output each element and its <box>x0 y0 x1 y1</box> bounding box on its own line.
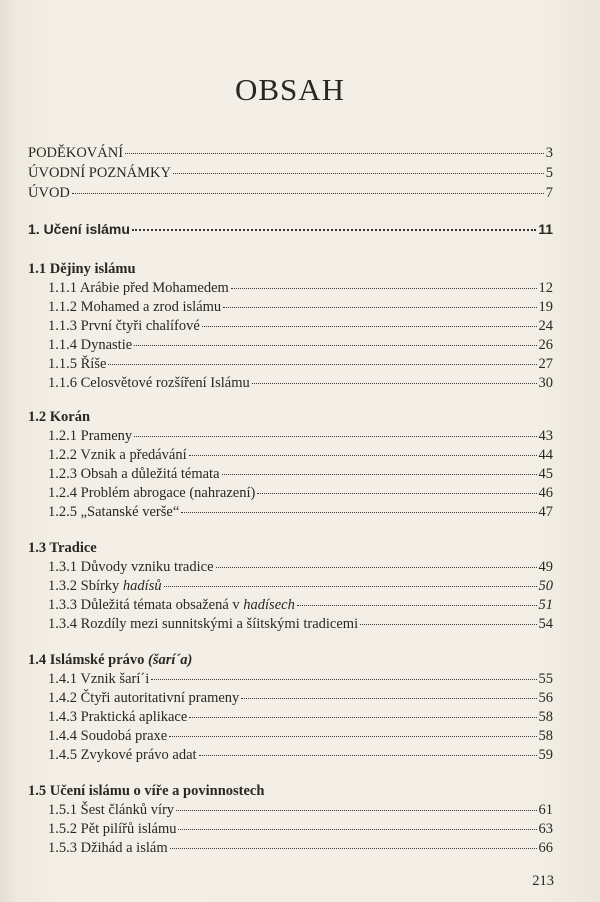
toc-entry-title-text: 1.3.2 Sbírky <box>48 578 123 594</box>
dot-leader <box>173 173 544 174</box>
toc-entry-title: 1.5.3 Džihád a islám <box>48 840 168 856</box>
dot-leader <box>189 717 536 718</box>
toc-entry <box>48 688 553 708</box>
toc-entry <box>48 502 553 522</box>
dot-leader <box>164 586 537 587</box>
toc-entry-title: 1.2.2 Vznik a předávání <box>48 447 187 463</box>
dot-leader <box>189 455 537 456</box>
toc-entry <box>48 464 553 484</box>
dot-leader <box>170 848 537 849</box>
toc-entry-page: 7 <box>545 185 553 201</box>
toc-entry-page: 59 <box>538 747 553 763</box>
toc-entry <box>48 354 553 374</box>
dot-leader <box>178 829 536 830</box>
section-heading-1-5: 1.5 Učení islámu o víře a povinnostech <box>28 783 265 799</box>
toc-entry-title: 1.3.4 Rozdíly mezi sunnitskými a šíitskými tradicemi <box>48 616 359 632</box>
toc-entry-page: 3 <box>545 145 553 161</box>
toc-entry-title: 1.1.2 Mohamed a zrod islámu <box>48 299 222 315</box>
toc-entry-page: 55 <box>538 671 553 687</box>
toc-entry-page: 63 <box>538 821 553 837</box>
toc-entry <box>48 426 553 446</box>
toc-entry-page: 19 <box>538 299 553 315</box>
toc-entry-title: 1.5.1 Šest článků víry <box>48 802 175 818</box>
toc-entry-page: 58 <box>538 728 553 744</box>
toc-entry-title: 1.4.1 Vznik šarí´i <box>48 671 150 687</box>
toc-entry-page: 49 <box>538 559 553 575</box>
toc-entry <box>48 800 553 820</box>
toc-entry-page: 43 <box>538 428 553 444</box>
toc-entry-page: 47 <box>538 504 553 520</box>
toc-entry-title: 1.2.4 Problém abrogace (nahrazení) <box>48 485 256 501</box>
toc-entry-introductory-notes <box>28 163 553 183</box>
toc-entry <box>48 316 553 336</box>
toc-entry-page: 54 <box>538 616 553 632</box>
toc-entry-title: 1.4.5 Zvykové právo adat <box>48 747 197 763</box>
toc-entry-page: 61 <box>538 802 553 818</box>
toc-entry-title: ÚVODNÍ POZNÁMKY <box>28 165 171 181</box>
toc-entry-title: 1.2.1 Prameny <box>48 428 133 444</box>
toc-entry-page: 44 <box>538 447 553 463</box>
dot-leader <box>151 679 536 680</box>
toc-entry-page: 30 <box>538 375 553 391</box>
toc-entry-title: 1.3.1 Důvody vzniku tradice <box>48 559 214 575</box>
toc-entry-page: 5 <box>545 165 553 181</box>
toc-entry-title: 1.1.3 První čtyři chalífové <box>48 318 200 334</box>
dot-leader <box>216 567 537 568</box>
toc-entry <box>48 297 553 317</box>
toc-entry-title: 1.5.2 Pět pilířů islámu <box>48 821 177 837</box>
page-title: OBSAH <box>234 72 346 107</box>
toc-entry-page: 51 <box>538 597 553 613</box>
dot-leader <box>134 345 536 346</box>
dot-leader <box>125 153 544 154</box>
section-heading-1-2: 1.2 Korán <box>28 409 91 425</box>
toc-entry-title: 1.1.1 Arábie před Mohamedem <box>48 280 229 296</box>
toc-entry <box>48 335 553 355</box>
page-number: 213 <box>532 873 554 889</box>
toc-entry-page: 58 <box>538 709 553 725</box>
dot-leader <box>132 229 536 231</box>
dot-leader <box>297 605 537 606</box>
toc-entry-title: 1.2.3 Obsah a důležitá témata <box>48 466 220 482</box>
toc-entry-page: 66 <box>538 840 553 856</box>
dot-leader <box>134 436 536 437</box>
dot-leader <box>360 624 536 625</box>
dot-leader <box>223 307 536 308</box>
toc-entry-title: PODĚKOVÁNÍ <box>28 145 124 161</box>
toc-entry-title: 1.2.5 „Satanské verše“ <box>48 504 180 520</box>
toc-entry-title: 1.1.6 Celosvětové rozšíření Islámu <box>48 375 250 391</box>
toc-entry-title-text: 1.3.3 Důležitá témata obsažená v <box>48 597 244 613</box>
toc-entry <box>48 707 553 727</box>
toc-entry <box>48 576 553 596</box>
toc-entry-title: 1.4.3 Praktická aplikace <box>48 709 188 725</box>
toc-entry-page: 56 <box>538 690 553 706</box>
toc-entry-page: 27 <box>538 356 553 372</box>
toc-entry <box>48 838 553 858</box>
dot-leader <box>202 326 537 327</box>
section-heading-1-4 <box>28 650 192 670</box>
toc-chapter-entry <box>28 219 553 239</box>
toc-entry <box>48 614 553 634</box>
toc-entry-title <box>48 576 162 596</box>
toc-entry-introduction <box>28 183 553 203</box>
chapter-page: 11 <box>538 221 553 237</box>
chapter-title: 1. Učení islámu <box>28 221 130 237</box>
dot-leader <box>252 383 537 384</box>
toc-entry <box>48 726 553 746</box>
section-heading-text: 1.4 Islámské právo <box>28 652 149 668</box>
dot-leader <box>108 364 536 365</box>
toc-entry-title-italic: hadísů <box>122 578 162 594</box>
toc-entry-title: 1.4.2 Čtyři autoritativní prameny <box>48 690 240 706</box>
section-heading-1-1: 1.1 Dějiny islámu <box>28 261 136 277</box>
dot-leader <box>181 512 536 513</box>
dot-leader <box>241 698 536 699</box>
section-heading-1-3: 1.3 Tradice <box>28 540 97 556</box>
toc-entry-page: 12 <box>538 280 553 296</box>
dot-leader <box>257 493 536 494</box>
toc-entry <box>48 819 553 839</box>
toc-entry <box>48 483 553 503</box>
dot-leader <box>72 193 544 194</box>
toc-entry <box>48 278 553 298</box>
toc-entry-title: 1.4.4 Soudobá praxe <box>48 728 168 744</box>
toc-entry-page: 24 <box>538 318 553 334</box>
section-heading-italic: (šarí´a) <box>148 652 193 668</box>
toc-entry <box>48 745 553 765</box>
toc-entry-title-italic: hadísech <box>243 597 295 613</box>
toc-entry-page: 26 <box>538 337 553 353</box>
toc-entry-page: 50 <box>538 578 553 594</box>
dot-leader <box>169 736 536 737</box>
toc-entry-title: 1.1.4 Dynastie <box>48 337 133 353</box>
toc-entry-title: ÚVOD <box>28 185 70 201</box>
toc-entry-title: 1.1.5 Říše <box>48 356 107 372</box>
toc-entry <box>48 669 553 689</box>
toc-entry <box>48 445 553 465</box>
dot-leader <box>176 810 536 811</box>
toc-entry <box>48 373 553 393</box>
dot-leader <box>199 755 537 756</box>
dot-leader <box>222 474 537 475</box>
dot-leader <box>231 288 537 289</box>
toc-entry-page: 45 <box>538 466 553 482</box>
toc-entry-title <box>48 595 295 615</box>
toc-entry <box>48 595 553 615</box>
toc-entry-page: 46 <box>538 485 553 501</box>
toc-entry <box>48 557 553 577</box>
toc-entry-acknowledgements <box>28 143 553 163</box>
